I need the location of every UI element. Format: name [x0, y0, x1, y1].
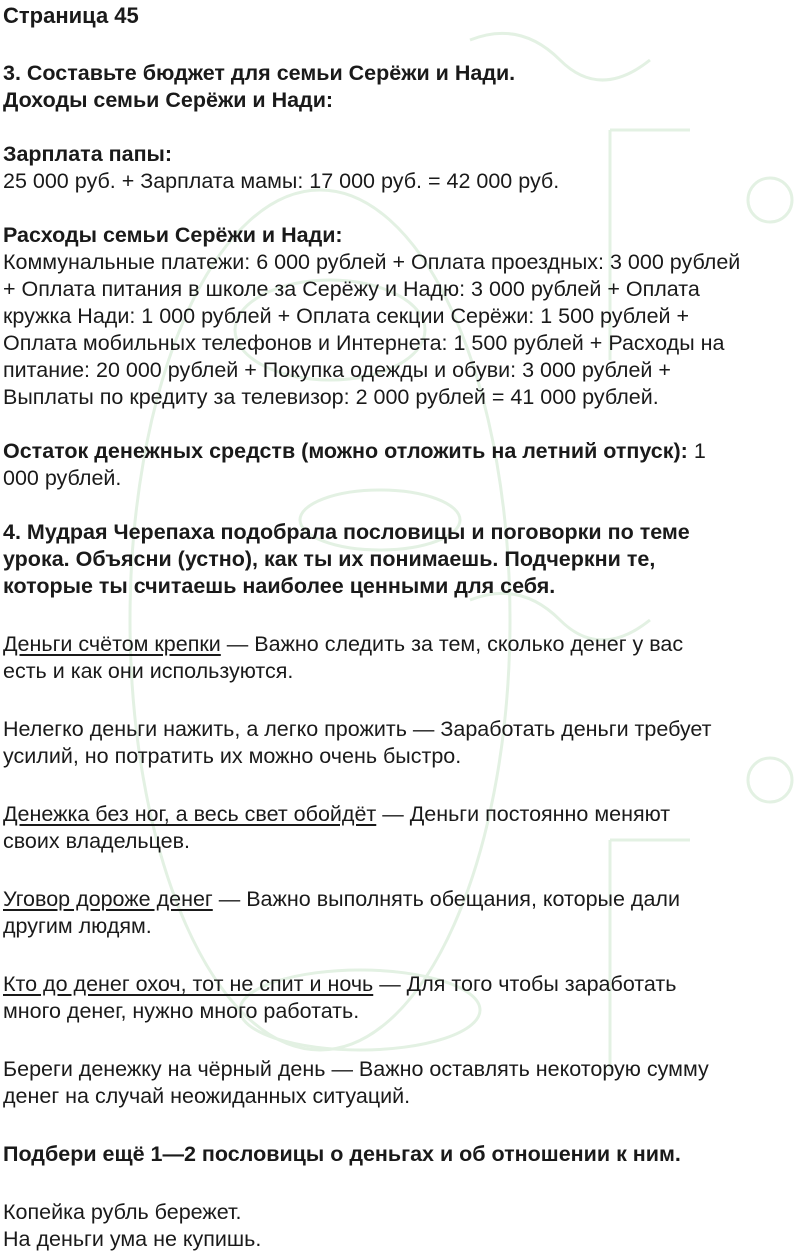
- income-text: 25 000 руб. + Зарплата мамы: 17 000 руб. = 42 000 руб.: [3, 169, 560, 193]
- remainder-value-cont: 000 рублей.: [3, 466, 122, 490]
- spacer: [3, 770, 798, 801]
- spacer: [3, 1025, 798, 1056]
- proverb-explanation-cont: есть и как они используются.: [3, 659, 294, 683]
- proverb-item: [3, 1056, 798, 1083]
- document-content: [3, 2, 798, 1253]
- proverb-explanation: — Деньги постоянно меняют: [376, 802, 671, 826]
- proverb-explanation-cont: своих владельцев.: [3, 829, 191, 853]
- proverb-explanation: — Для того чтобы заработать: [373, 972, 677, 996]
- spacer: [3, 600, 798, 631]
- proverb-item: [3, 631, 798, 658]
- spacer: [3, 30, 798, 60]
- proverb-item: [3, 886, 798, 913]
- proverb-item: [3, 801, 798, 828]
- spacer: [3, 195, 798, 222]
- extra-proverb: На деньги ума не купишь.: [3, 1227, 262, 1251]
- proverb-explanation: — Важно следить за тем, сколько денег у вас: [220, 632, 684, 656]
- spacer: [3, 114, 798, 141]
- expenses-line: Выплаты по кредиту за телевизор: 2 000 рублей = 41 000 рублей.: [3, 385, 659, 409]
- proverb-text: Береги денежку на чёрный день: [3, 1057, 326, 1081]
- expenses-line: Коммунальные платежи: 6 000 рублей + Оплата проездных: 3 000 рублей: [3, 250, 741, 274]
- spacer: [3, 855, 798, 886]
- proverb-explanation: — Заработать деньги требует: [406, 717, 712, 741]
- remainder-label: Остаток денежных средств (можно отложить на летний отпуск):: [3, 439, 688, 463]
- expenses-line: кружка Нади: 1 000 рублей + Оплата секции Серёжи: 1 500 рублей +: [3, 304, 690, 328]
- proverb-explanation-cont: много денег, нужно много работать.: [3, 999, 360, 1023]
- expenses-line: + Оплата питания в школе за Серёжу и Надю: 3 000 рублей + Оплата: [3, 277, 700, 301]
- remainder-value: 1: [687, 439, 706, 463]
- spacer: [3, 492, 798, 519]
- task3-heading-line2: Доходы семьи Серёжи и Нади:: [3, 88, 334, 112]
- proverb-explanation: — Важно оставлять некоторую сумму: [325, 1057, 709, 1081]
- proverb-underlined: Деньги счётом крепки: [3, 632, 221, 656]
- task3-heading-line1: 3. Составьте бюджет для семьи Серёжи и Нади.: [3, 61, 516, 85]
- income-label: Зарплата папы:: [3, 142, 173, 166]
- extra-proverb: Копейка рубль бережет.: [3, 1200, 242, 1224]
- proverb-item: [3, 716, 798, 743]
- proverb-item: [3, 971, 798, 998]
- expenses-line: питание: 20 000 рублей + Покупка одежды и обуви: 3 000 рублей +: [3, 358, 671, 382]
- spacer: [3, 1110, 798, 1141]
- task4-heading-line: которые ты считаешь наиболее ценными для себя.: [3, 574, 556, 598]
- spacer: [3, 685, 798, 716]
- remainder-line: [3, 438, 798, 465]
- proverb-explanation-cont: усилий, но потратить их можно очень быстро.: [3, 744, 462, 768]
- proverb-explanation-cont: другим людям.: [3, 914, 152, 938]
- task4-heading-line: 4. Мудрая Черепаха подобрала пословицы и поговорки по теме: [3, 520, 690, 544]
- spacer: [3, 940, 798, 971]
- proverb-explanation: — Важно выполнять обещания, которые дали: [212, 887, 680, 911]
- proverb-underlined: Уговор дороже денег: [3, 887, 213, 911]
- expenses-label: Расходы семьи Серёжи и Нади:: [3, 223, 343, 247]
- extra-heading: Подбери ещё 1—2 пословицы о деньгах и об отношении к ним.: [3, 1142, 681, 1166]
- page-title: Страница 45: [3, 3, 139, 28]
- proverb-underlined: Кто до денег охоч, тот не спит и ночь: [3, 972, 374, 996]
- expenses-line: Оплата мобильных телефонов и Интернета: 1 500 рублей + Расходы на: [3, 331, 725, 355]
- task4-heading-line: урока. Объясни (устно), как ты их понимаешь. Подчеркни те,: [3, 547, 656, 571]
- proverb-explanation-cont: денег на случай неожиданных ситуаций.: [3, 1084, 411, 1108]
- spacer: [3, 411, 798, 438]
- spacer: [3, 1168, 798, 1199]
- proverb-underlined: Денежка без ног, а весь свет обойдёт: [3, 802, 377, 826]
- proverb-text: Нелегко деньги нажить, а легко прожить: [3, 717, 407, 741]
